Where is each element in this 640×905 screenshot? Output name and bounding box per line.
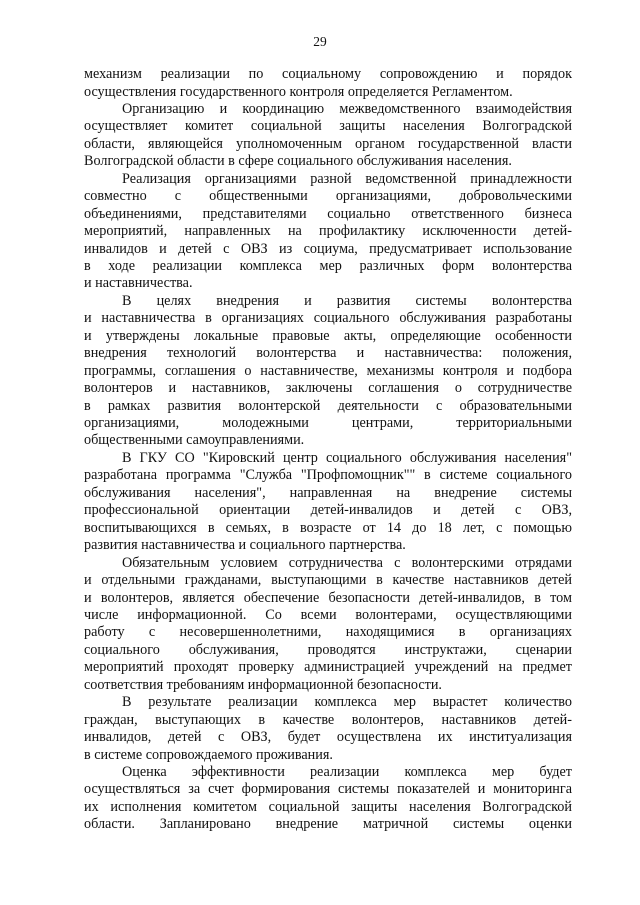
text-line: в системе сопровождаемого проживания. xyxy=(84,746,333,763)
text-line: разработана программа "Служба "Профпомощник"" в системе социального xyxy=(84,467,572,484)
text-line: развития наставничества и социального партнерства. xyxy=(84,537,406,554)
text-line: граждан, выступающих в качестве волонтеров, наставников детей- xyxy=(84,711,572,728)
text-line: работу с несовершеннолетними, находящимися в организациях xyxy=(84,624,572,641)
text-line: и волонтеров, является обеспечение безопасности детей-инвалидов, в том xyxy=(84,589,572,606)
text-line: мероприятий, направленных на профилактику исключенности детей- xyxy=(84,223,572,239)
text-line: В результате реализации комплекса мер вырастет количество xyxy=(122,694,572,711)
text-line: Обязательным условием сотрудничества с волонтерскими отрядами xyxy=(122,554,572,571)
text-line: Реализация организациями разной ведомственной принадлежности xyxy=(122,170,572,187)
text-line: соответствия требованиям информационной безопасности. xyxy=(84,676,442,693)
text-line: профессиональной ориентации детей-инвалидов и детей с ОВЗ, xyxy=(84,502,572,519)
text-line: социального обслуживания, проводятся инструктажи, сценарии xyxy=(84,641,572,658)
text-line: Организацию и координацию межведомственного взаимодействия xyxy=(122,100,572,117)
text-line: организациями, молодежными центрами, территориальными xyxy=(84,415,572,431)
text-line: и наставничества в организациях социального обслуживания разработаны xyxy=(84,310,572,327)
text-line: и отдельными гражданами, выступающими в качестве наставников детей xyxy=(84,572,572,588)
text-line: внедрения технологий волонтерства и наставничества: положения, xyxy=(84,345,572,362)
text-line: Волгоградской области в сфере социального обслуживания населения. xyxy=(84,153,512,170)
text-line: программы, соглашения о наставничестве, механизмы контроля и подбора xyxy=(84,362,572,379)
text-line: объединениями, представителями социально ответственного бизнеса xyxy=(84,205,572,222)
text-line: мероприятий проходят проверку администрацией учреждений на предмет xyxy=(84,659,572,676)
text-line: В целях внедрения и развития системы волонтерства xyxy=(122,292,572,309)
text-line: общественными самоуправлениями. xyxy=(84,432,305,449)
text-line: В ГКУ СО "Кировский центр социального обслуживания населения" xyxy=(122,449,572,466)
page-number: 29 xyxy=(313,34,327,49)
text-line: области, являющейся уполномоченным органом государственной власти xyxy=(84,135,572,152)
text-line: и наставничества. xyxy=(84,275,193,292)
text-line: в рамках развития волонтерской деятельности с образовательными xyxy=(84,397,572,414)
text-line: механизм реализации по социальному сопровождению и порядок xyxy=(84,66,572,82)
text-line: воспитывающихся в семьях, в возрасте от 14 до 18 лет, с помощью xyxy=(84,519,572,536)
text-line: осуществления государственного контроля определяется Регламентом. xyxy=(84,83,513,100)
text-line: в ходе реализации комплекса мер различных форм волонтерства xyxy=(84,257,572,274)
text-line: области. Запланировано внедрение матричной системы оценки xyxy=(84,816,572,833)
text-line: волонтеров и наставников, заключены соглашения о сотрудничестве xyxy=(84,380,572,397)
text-line: числе информационной. Со всеми волонтерами, осуществляющими xyxy=(84,606,572,623)
text-line: Оценка эффективности реализации комплекса мер будет xyxy=(122,764,572,780)
text-line: осуществляться за счет формирования системы показателей и мониторинга xyxy=(84,781,572,798)
text-line: инвалидов, детей с ОВЗ, будет осуществлена их институализация xyxy=(84,729,572,746)
text-line: их исполнения комитетом социальной защиты населения Волгоградской xyxy=(84,798,572,815)
text-line: обслуживания населения", направленная на внедрение системы xyxy=(84,484,572,501)
text-line: инвалидов и детей с ОВЗ из социума, предусматривает использование xyxy=(84,240,572,257)
text-line: совместно с общественными организациями, добровольческими xyxy=(84,188,572,205)
text-line: и утверждены локальные правовые акты, определяющие особенности xyxy=(84,327,572,344)
text-line: осуществляет комитет социальной защиты населения Волгоградской xyxy=(84,118,572,135)
